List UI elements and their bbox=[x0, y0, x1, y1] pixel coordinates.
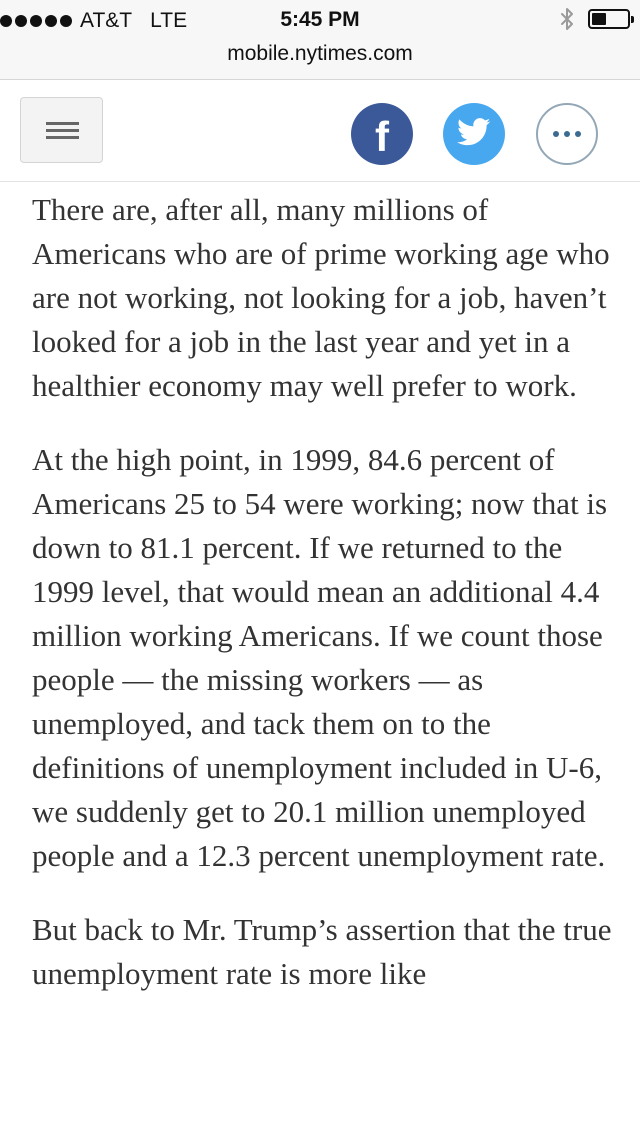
battery-nub bbox=[631, 16, 634, 23]
menu-button[interactable] bbox=[20, 97, 103, 163]
article-paragraph: But back to Mr. Trump’s assertion that the true unemployment rate is more like bbox=[32, 912, 612, 991]
browser-chrome bbox=[0, 0, 640, 80]
status-right bbox=[560, 7, 630, 31]
carrier-name: AT&T bbox=[80, 9, 133, 32]
article-body bbox=[32, 188, 622, 1026]
facebook-icon: f bbox=[375, 113, 389, 160]
twitter-icon bbox=[457, 118, 491, 151]
bluetooth-icon bbox=[560, 7, 574, 31]
site-header bbox=[0, 80, 640, 182]
facebook-share-button[interactable] bbox=[351, 103, 413, 165]
battery-icon bbox=[588, 9, 630, 29]
status-time: 5:45 PM bbox=[280, 8, 360, 31]
article-paragraph: There are, after all, many millions of Americans who are of prime working age who are not working, not looking for a job, haven’t looked for a job in the last year and yet in a healthier economy may well prefer to work. bbox=[32, 192, 610, 403]
address-bar[interactable]: mobile.nytimes.com bbox=[227, 42, 413, 65]
network-type: LTE bbox=[150, 9, 188, 32]
battery-level bbox=[592, 13, 606, 25]
more-share-button[interactable] bbox=[536, 103, 598, 165]
article-paragraph: At the high point, in 1999, 84.6 percent of Americans 25 to 54 were working; now that is down to 81.1 percent. If we returned to the 1999 level, that would mean an additional 4.4 million working Americans. If we count those people — the missing workers — as unemployed, and tack them on to the definitions of unemployment included in U-6, we suddenly get to 20.1 million unemployed people and a 12.3 percent unemployment rate. bbox=[32, 442, 608, 873]
twitter-share-button[interactable] bbox=[443, 103, 505, 165]
more-dots-icon bbox=[553, 131, 581, 137]
